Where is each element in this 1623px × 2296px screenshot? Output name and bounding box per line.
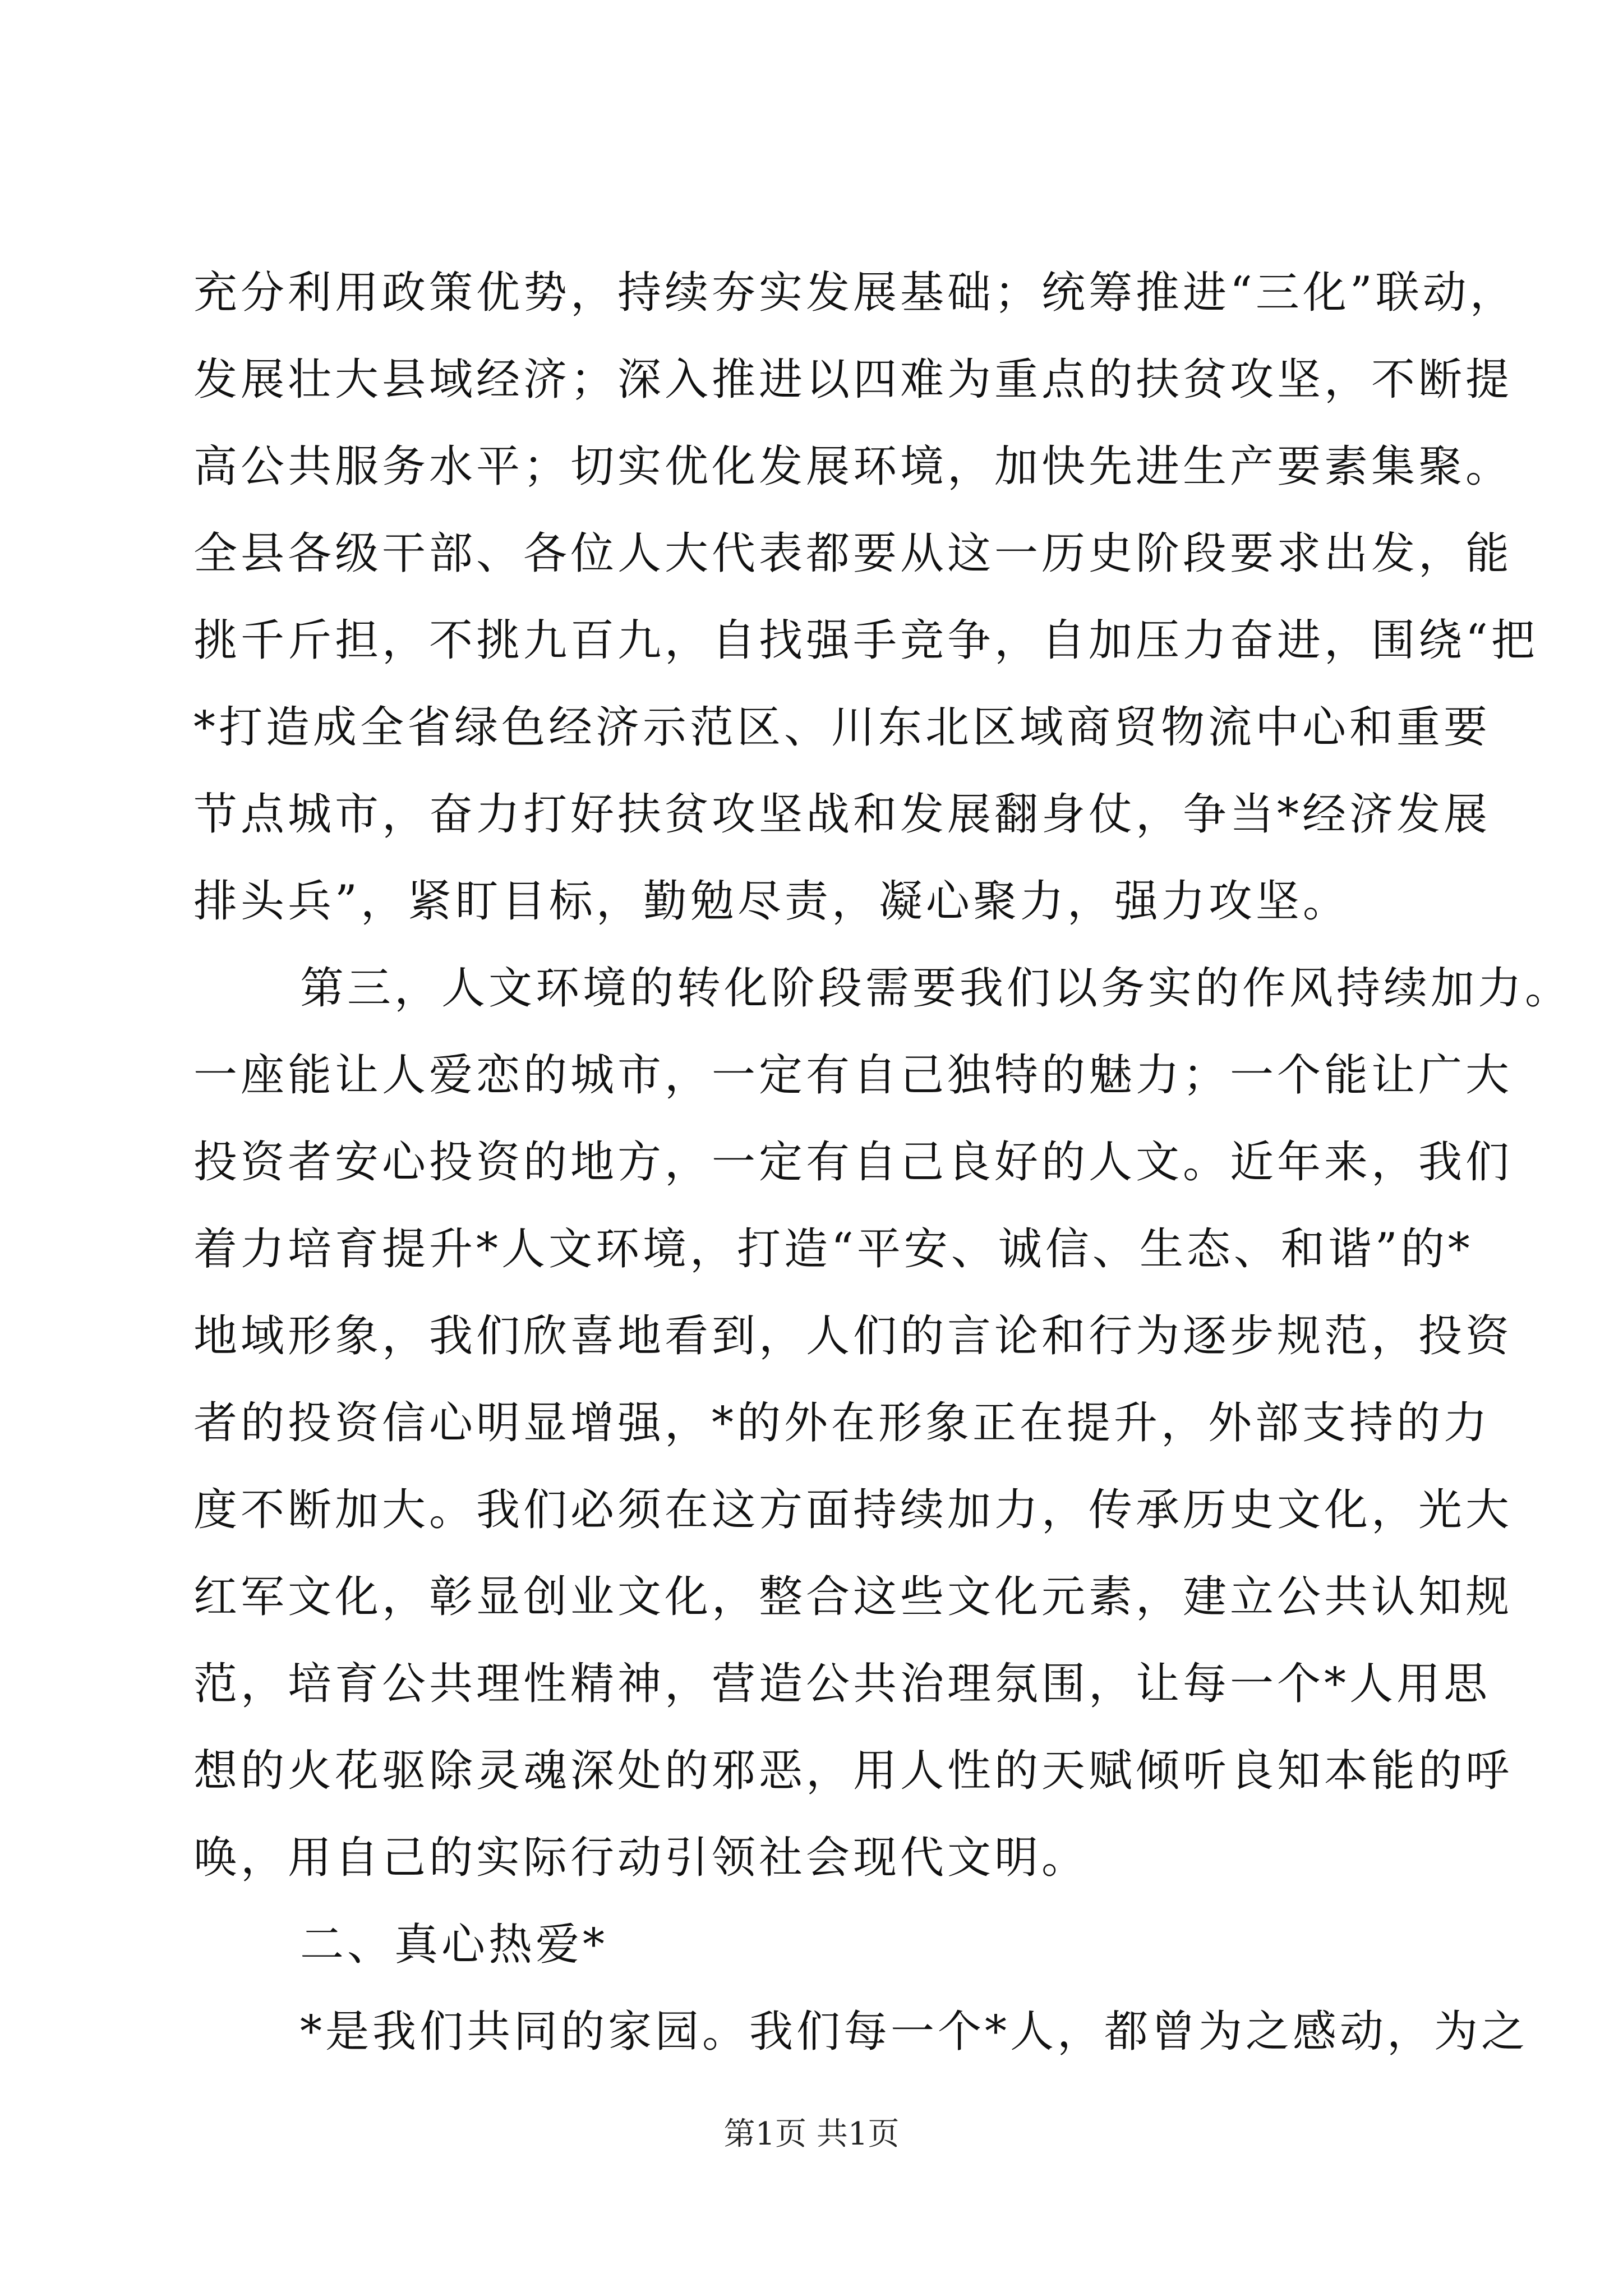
paragraph-start-line: 第三，人文环境的转化阶段需要我们以务实的作风持续加力。: [300, 963, 1573, 1014]
text-line: 范，培育公共理性精神，营造公共治理氛围，让每一个*人用思: [193, 1659, 1491, 1709]
text-line: 投资者安心投资的地方，一定有自己良好的人文。近年来，我们: [193, 1137, 1513, 1188]
text-line: 节点城市，奋力打好扶贫攻坚战和发展翻身仗，争当*经济发展: [193, 789, 1491, 840]
document-body: [193, 250, 1573, 2076]
text-line: 唤，用自己的实际行动引领社会现代文明。: [193, 1833, 1089, 1883]
text-line: 地域形象，我们欣喜地看到，人们的言论和行为逐步规范，投资: [193, 1311, 1513, 1361]
text-line: 高公共服务水平；切实优化发展环境，加快先进生产要素集聚。: [193, 441, 1513, 492]
text-line: 一座能让人爱恋的城市，一定有自己独特的魅力；一个能让广大: [193, 1050, 1513, 1101]
text-line: 度不断加大。我们必须在这方面持续加力，传承历史文化，光大: [193, 1485, 1513, 1535]
text-line: *打造成全省绿色经济示范区、川东北区域商贸物流中心和重要: [193, 702, 1491, 753]
page-footer: 第1页 共1页: [723, 2116, 900, 2152]
text-line: 挑千斤担，不挑九百九，自找强手竞争，自加压力奋进，围绕“把: [193, 615, 1538, 666]
text-line: 红军文化，彰显创业文化，整合这些文化元素，建立公共认知规: [193, 1572, 1513, 1622]
paragraph-start-line: *是我们共同的家园。我们每一个*人，都曾为之感动，为之: [300, 2007, 1529, 2057]
text-line: 排头兵”，紧盯目标，勤勉尽责，凝心聚力，强力攻坚。: [193, 876, 1350, 927]
section-heading: 二、真心热爱*: [300, 1920, 608, 1970]
text-line: 想的火花驱除灵魂深处的邪恶，用人性的天赋倾听良知本能的呼: [193, 1746, 1513, 1796]
text-line: 者的投资信心明显增强，*的外在形象正在提升，外部支持的力: [193, 1398, 1491, 1448]
text-line: 着力培育提升*人文环境，打造“平安、诚信、生态、和谐”的*: [193, 1224, 1473, 1274]
text-line: 发展壮大县域经济；深入推进以四难为重点的扶贫攻坚，不断提: [193, 355, 1513, 405]
text-line: 充分利用政策优势，持续夯实发展基础；统筹推进“三化”联动，: [193, 268, 1517, 318]
text-line: 全县各级干部、各位人大代表都要从这一历史阶段要求出发，能: [193, 528, 1513, 579]
